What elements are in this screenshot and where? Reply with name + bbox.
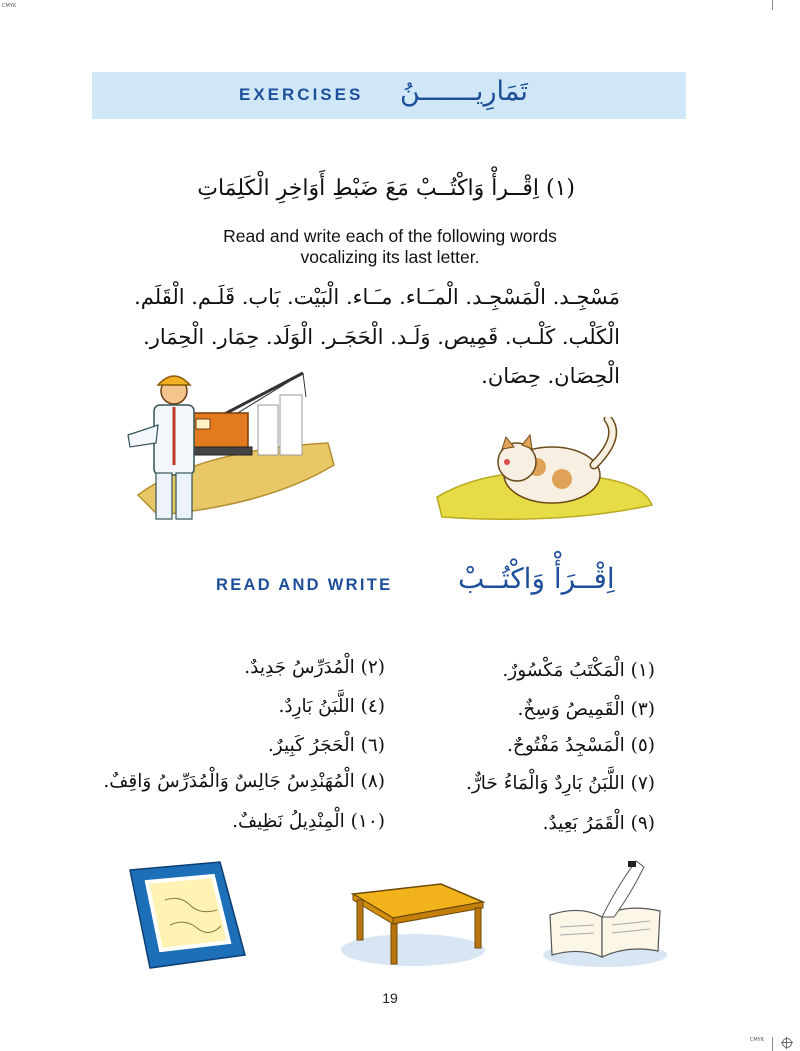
sentence-9: (٩) الْقَمَرُ بَعِيدٌ. [542,813,655,834]
sentence-4: (٤) اللَّبَنُ بَارِدٌ. [278,696,385,717]
sentence-8: (٨) الْمُهَنْدِسُ جَالِسٌ وَالْمُدَرِّسُ وَاقِفٌ. [103,771,385,792]
read-and-write-title-en: READ AND WRITE [216,576,393,594]
handkerchief-illustration [125,860,250,970]
header-band [92,72,686,119]
word-list-line: مَسْجِـد. الْمَسْجِـد. الْمـَـاء. مـَـاء. الْبَيْت. بَاب. قَلَـم. الْقَلَم. [134,285,620,309]
print-mark-label: CMYK [2,3,17,9]
sentence-10: (١٠) الْمِنْدِيلُ نَظِيفٌ. [232,811,385,832]
exercise-1-instruction [160,226,620,268]
trim-mark [772,0,773,10]
registration-mark-icon [782,1038,792,1048]
header-title-ar: تَمَارِيـــــــنُ [400,76,528,107]
exercise-1-title: (١) اِقْــرأْ وَاكْتُــبْ مَعَ ضَبْطِ أَوَاخِرِ الْكَلِمَاتِ [197,176,575,201]
print-mark-label: CMYK [749,1037,764,1043]
sentence-7: (٧) اللَّبَنُ بَارِدٌ وَالْمَاءُ حَارٌّ. [465,773,655,794]
page-number: 19 [382,990,398,1006]
sentence-3: (٣) الْقَمِيصُ وَسِخٌ. [517,699,655,720]
sentence-5: (٥) الْمَسْجِدُ مَفْتُوحٌ. [507,735,655,756]
open-book-illustration [540,855,670,970]
table-illustration [323,872,488,972]
word-list-line: الْكَلْب. كَلْـب. قَمِيص. وَلَـد. الْحَجَـر. الْوَلَد. حِمَار. الْحِمَار. [143,325,620,349]
instruction-line-2: vocalizing its last letter. [300,247,480,267]
sentence-6: (٦) الْحَجَرُ كَبِيرٌ. [267,735,385,756]
header-title-en: EXERCISES [239,85,364,104]
sentence-1: (١) الْمَكْتَبُ مَكْسُورٌ. [502,660,655,681]
engineer-crane-illustration [118,365,340,525]
sentence-2: (٢) الْمُدَرِّسُ جَدِيدٌ. [244,657,385,678]
read-and-write-title-ar: اِقْــرَأْ وَاكْتُــبْ [458,562,615,595]
instruction-line-1: Read and write each of the following words [223,226,557,246]
trim-mark [772,1037,773,1051]
word-list-line: الْحِصَان. حِصَان. [481,364,620,388]
cat-illustration [432,417,657,527]
